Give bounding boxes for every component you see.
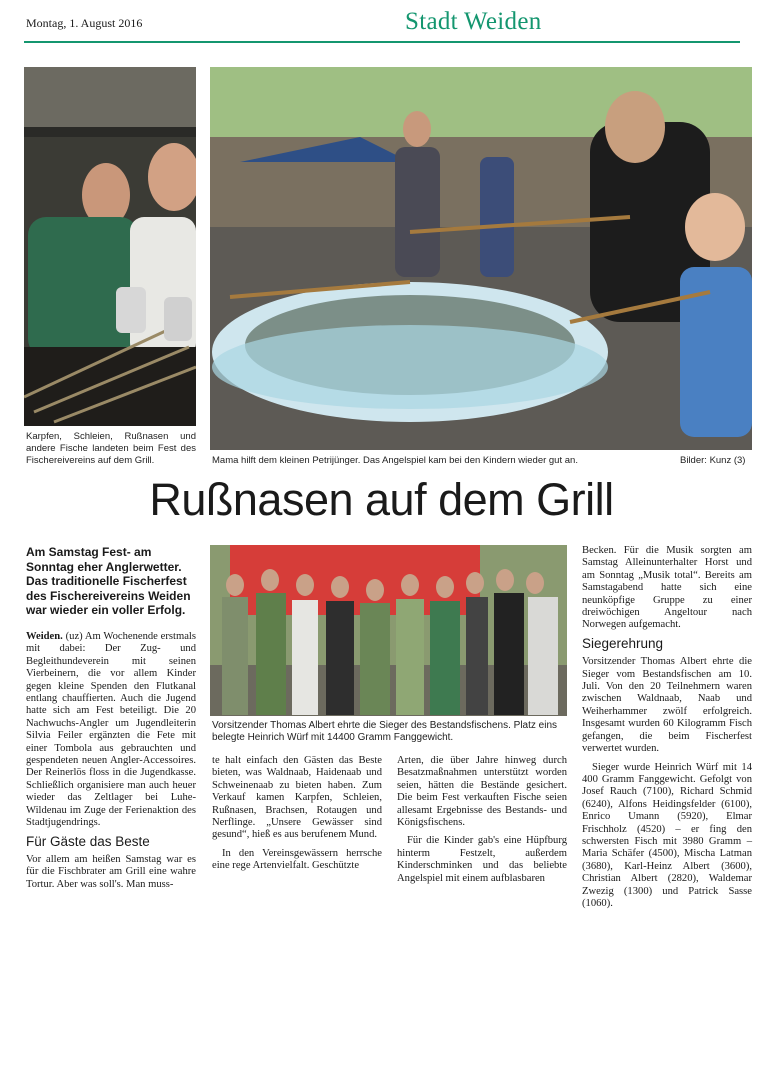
issue-date: Montag, 1. August 2016 xyxy=(26,16,143,30)
article-column-3 xyxy=(397,755,567,891)
paragraph: (uz) Am Wochenende erstmals mit dabei: Der Zug- und Begleithundeverein mit seinen Vierbeinern, die vor allem Kinder gegen kleine Spenden den Flutkanal entlang chauffierten. Auch die Jugend hatte sich am Fest beteiligt. Die 20 Nachwuchs-Angler um Jugendleiterin Silvia Feiler ergänzten die Fete mit einer Tombola aus gebrauchten und gespendeten neuen Angler-Accessoires. Der Reinerlös floss in die Jugendkasse. Schließlich organisiere man auch heuer wieder das Zeltlager bei Luhe-Wildenau im Zuge der Ferienaktion des Stadtjugendrings. xyxy=(26,631,196,829)
paragraph: Für die Kinder gab's eine Hüpfburg hinterm Festzelt, außerdem Kinderschminken und das beliebte Angelspiel mit einem aufblasbaren xyxy=(397,835,567,884)
caption-photo-angelspiel: Mama hilft dem kleinen Petrijünger. Das Angelspiel kam bei den Kindern wieder gut an. xyxy=(212,455,578,466)
photo-grill xyxy=(24,67,196,426)
paragraph: Arten, die über Jahre hinweg durch Besatzmaßnahmen unterstützt worden seien, hätten die Bestände gesichert. Die beim Fest verkauften Fische seien allesamt Ergebnisse des Bestands- und Königsfischens. xyxy=(397,755,567,829)
caption-photo-grill: Karpfen, Schleien, Rußnasen und andere Fische landeten beim Fest des Fischereivereins auf dem Grill. xyxy=(26,431,196,466)
paragraph: Vorsitzender Thomas Albert ehrte die Sieger vom Bestandsfischen am 10. Juli. Von den 20 Teilnehmern waren zwischen Waldnaab, Naab und Weiherhammer zwölf erfolgreich. Insgesamt wurden 60 Kilogramm Fisch gefangen, die beim Fischerfest verwertet wurden. xyxy=(582,656,752,755)
photo-credit: Bilder: Kunz (3) xyxy=(680,455,746,466)
subheading-siegerehrung: Siegerehrung xyxy=(582,635,664,651)
header-rule xyxy=(24,41,740,43)
subheading-gaeste: Für Gäste das Beste xyxy=(26,833,150,849)
dateline: Weiden. xyxy=(26,631,63,642)
caption-photo-siegerehrung: Vorsitzender Thomas Albert ehrte die Sieger des Bestandsfischens. Platz eins belegte Heinrich Würf mit 14400 Gramm Fanggewicht. xyxy=(212,720,558,743)
section-title: Stadt Weiden xyxy=(405,8,542,35)
article-column-1 xyxy=(26,631,196,897)
paragraph: Sieger wurde Heinrich Würf mit 14 400 Gramm Fanggewicht. Gefolgt von Josef Rauch (7100), Richard Schmid (6240), Alfons Heidingsfelder (6100), Enrico Umann (5920), Elmar Frischholz (4520) – er fing den schwersten Fisch mit 3980 Gramm – Maria Schäfer (4500), Mischa Latman (3680), Karl-Heinz Albert (3600), Christian Albert (2820), Waldemar Zwezig (1300) und Patrick Sasse (1060). xyxy=(582,761,752,909)
paragraph: Vor allem am heißen Samstag war es für die Fischbrater am Grill eine wahre Tortur. Aber was soll's. Man muss- xyxy=(26,853,196,890)
article-column-4 xyxy=(582,545,752,916)
paragraph: In den Vereinsgewässern herrsche eine rege Artenvielfalt. Geschützte xyxy=(212,847,382,872)
headline: Rußnasen auf dem Grill xyxy=(149,474,614,525)
article-lead: Am Samstag Fest- am Sonntag eher Anglerwetter. Das traditionelle Fischerfest des Fischereivereins Weiden war wieder ein voller Erfolg. xyxy=(26,545,191,618)
paragraph: Becken. Für die Musik sorgten am Samstag Alleinunterhalter Horst und am Sonntag „Musik total“. Bereits am Samstagabend hatte sich eine neunköpfige Gruppe zu einer dreiwöchigen Angeltour nach Norwegen aufgemacht. xyxy=(582,545,752,631)
photo-angelspiel xyxy=(210,67,752,450)
article-column-2 xyxy=(212,755,382,879)
photo-siegerehrung xyxy=(210,545,567,716)
paragraph: te halt einfach den Gästen das Beste bieten, was Waldnaab, Haidenaab und Schweinenaab zu bieten haben. Zum Verkauf kamen Karpfen, Schleien, Rußnasen, Brachsen, Rotaugen und Nerflinge. „Unsere Gewässer sind gesund“, hieß es aus berufenem Mund. xyxy=(212,755,382,841)
